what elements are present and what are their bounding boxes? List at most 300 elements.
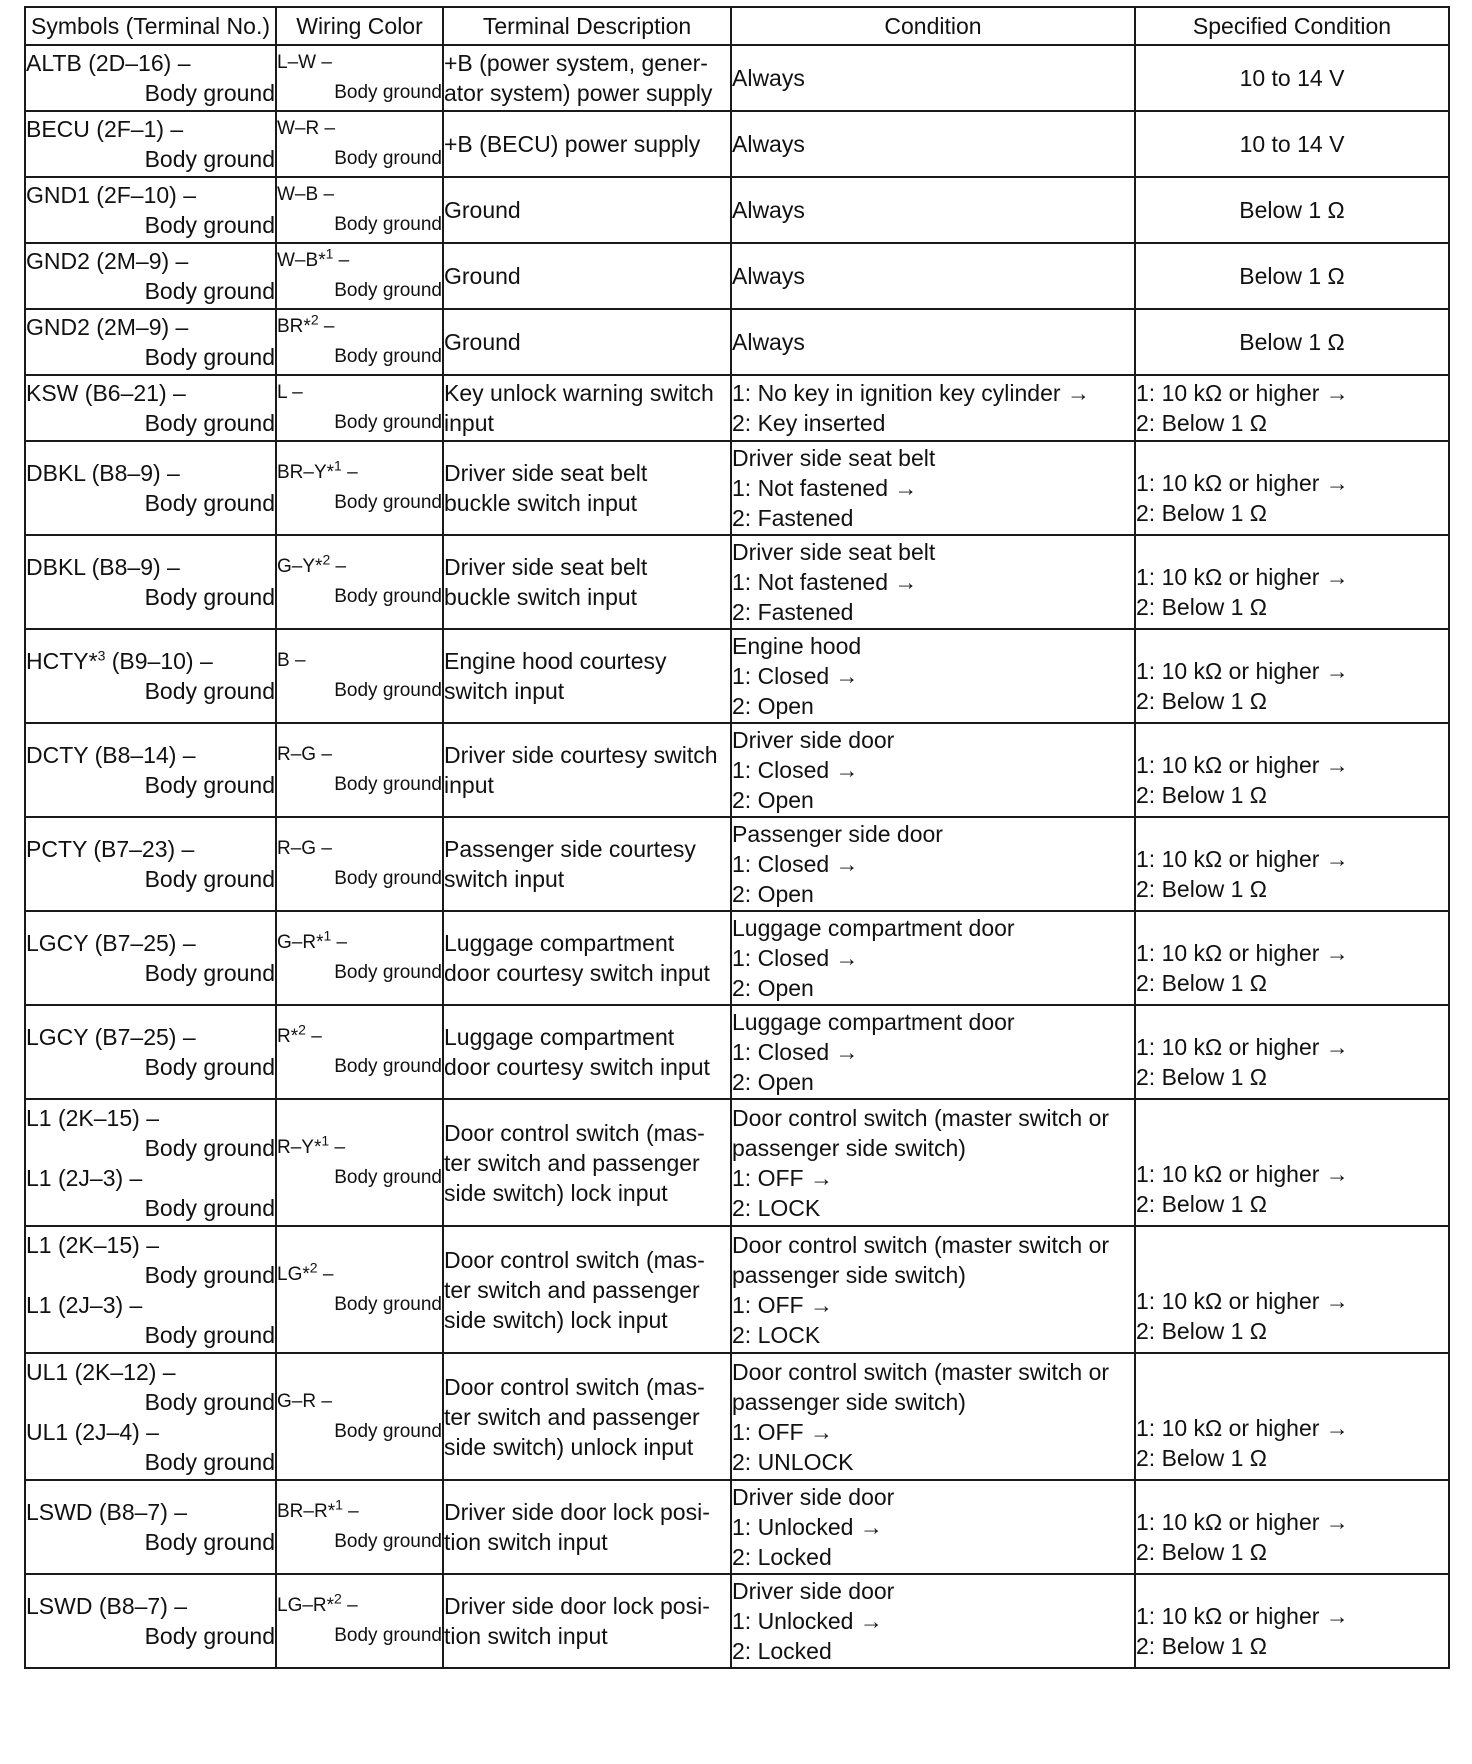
description-line: side switch) lock input xyxy=(444,1179,668,1206)
symbol-line: Body ground xyxy=(144,278,275,304)
wiring-line: R–G – xyxy=(277,744,332,765)
condition-line: 1: Not fastened → xyxy=(732,569,918,595)
wiring-line: Body ground xyxy=(334,586,442,607)
condition-line: 1: Closed → xyxy=(732,945,859,971)
table-row xyxy=(25,723,1449,817)
symbol-line: LSWD (B8–7) – xyxy=(26,1499,188,1525)
symbol-line: LGCY (B7–25) – xyxy=(26,1024,196,1050)
wiring-line: G–R*$^1$ – xyxy=(277,927,348,953)
spec-line: 1: 10 kΩ or higher → xyxy=(1136,940,1349,966)
symbol-line: Body ground xyxy=(144,584,275,610)
table-row xyxy=(25,243,1449,309)
cell-specified-condition xyxy=(1135,817,1449,911)
header-symbols: Symbols (Terminal No.) xyxy=(25,7,276,45)
cell-symbol xyxy=(25,111,276,177)
description-line: +B (BECU) power supply xyxy=(444,131,701,157)
cell-specified-condition xyxy=(1135,243,1449,309)
symbol-line: DCTY (B8–14) – xyxy=(26,742,196,768)
spec-line: 1: 10 kΩ or higher → xyxy=(1136,752,1349,778)
table-row xyxy=(25,375,1449,441)
symbol-line: Body ground xyxy=(144,772,275,798)
condition-line: Door control switch (master switch or xyxy=(732,1358,1110,1385)
symbol-line: Body ground xyxy=(144,1388,275,1415)
cell-condition xyxy=(731,45,1135,111)
cell-condition xyxy=(731,375,1135,441)
symbol-line: Body ground xyxy=(144,1134,275,1161)
description-line: Door control switch (mas- xyxy=(444,1373,705,1400)
description-line: +B (power system, gener- xyxy=(444,50,708,76)
condition-line: passenger side switch) xyxy=(732,1388,966,1415)
cell-symbol xyxy=(25,629,276,723)
cell-description xyxy=(443,1226,731,1353)
wiring-line: Body ground xyxy=(334,868,442,889)
cell-symbol xyxy=(25,243,276,309)
cell-condition xyxy=(731,723,1135,817)
cell-description xyxy=(443,111,731,177)
condition-line: 2: UNLOCK xyxy=(732,1448,854,1475)
wiring-line: R*$^2$ – xyxy=(277,1021,322,1047)
cell-symbol xyxy=(25,723,276,817)
condition-line: 1: No key in ignition key cylinder → xyxy=(732,380,1090,406)
wiring-line: BR–R*$^1$ – xyxy=(277,1496,359,1522)
condition-line: 1: Closed → xyxy=(732,663,859,689)
cell-symbol xyxy=(25,441,276,535)
table-row xyxy=(25,1480,1449,1574)
cell-condition xyxy=(731,911,1135,1005)
cell-symbol xyxy=(25,911,276,1005)
condition-line: 2: Locked xyxy=(732,1638,832,1664)
wiring-line: G–R – xyxy=(277,1390,332,1412)
spec-line: 2: Below 1 Ω xyxy=(1136,688,1267,714)
spec-line: 2: Below 1 Ω xyxy=(1136,876,1267,902)
symbol-line: BECU (2F–1) – xyxy=(26,116,184,142)
symbol-line: LSWD (B8–7) – xyxy=(26,1593,188,1619)
description-line: Ground xyxy=(444,197,521,223)
spec-line: 1: 10 kΩ or higher → xyxy=(1136,1288,1349,1314)
wiring-line: Body ground xyxy=(334,962,442,983)
cell-condition xyxy=(731,309,1135,375)
header-condition: Condition xyxy=(731,7,1135,45)
cell-symbol xyxy=(25,1099,276,1226)
wiring-line: BR–Y*$^1$ – xyxy=(277,457,358,483)
condition-line: 1: OFF → xyxy=(732,1164,833,1191)
cell-condition xyxy=(731,111,1135,177)
cell-specified-condition xyxy=(1135,1480,1449,1574)
description-line: switch input xyxy=(444,866,565,892)
cell-specified-condition xyxy=(1135,535,1449,629)
spec-line: 1: 10 kΩ or higher → xyxy=(1136,658,1349,684)
condition-line: 1: Closed → xyxy=(732,851,859,877)
spec-line: 1: 10 kΩ or higher → xyxy=(1136,1415,1349,1441)
wiring-line: BR*$^2$ – xyxy=(277,311,335,337)
cell-condition xyxy=(731,177,1135,243)
cell-symbol xyxy=(25,375,276,441)
symbol-line: Body ground xyxy=(144,1321,275,1348)
description-line: Door control switch (mas- xyxy=(444,1119,705,1146)
description-line: Luggage compartment xyxy=(444,930,675,956)
description-line: tion switch input xyxy=(444,1529,608,1555)
cell-symbol xyxy=(25,817,276,911)
header-row xyxy=(25,7,1449,45)
wiring-line: Body ground xyxy=(334,346,442,367)
cell-symbol xyxy=(25,1353,276,1480)
description-line: ter switch and passenger xyxy=(444,1149,700,1176)
condition-line: 2: Locked xyxy=(732,1544,832,1570)
cell-wiring-color xyxy=(276,111,443,177)
condition-line: 2: Fastened xyxy=(732,599,854,625)
symbol-line: Body ground xyxy=(144,344,275,370)
cell-specified-condition xyxy=(1135,723,1449,817)
spec-line: 2: Below 1 Ω xyxy=(1136,1318,1267,1344)
symbol-line: Body ground xyxy=(144,1194,275,1221)
condition-line: 1: Closed → xyxy=(732,1039,859,1065)
cell-symbol xyxy=(25,1005,276,1099)
cell-condition xyxy=(731,817,1135,911)
cell-specified-condition xyxy=(1135,1099,1449,1226)
condition-line: 1: Unlocked → xyxy=(732,1608,883,1634)
description-line: buckle switch input xyxy=(444,584,638,610)
spec-line: 1: 10 kΩ or higher → xyxy=(1136,380,1349,406)
cell-symbol xyxy=(25,45,276,111)
condition-line: Door control switch (master switch or xyxy=(732,1231,1110,1258)
cell-wiring-color xyxy=(276,375,443,441)
table-row xyxy=(25,45,1449,111)
condition-line: 1: Unlocked → xyxy=(732,1514,883,1540)
symbol-line: GND1 (2F–10) – xyxy=(26,182,197,208)
cell-description xyxy=(443,629,731,723)
condition-line: 2: Open xyxy=(732,975,814,1001)
cell-specified-condition xyxy=(1135,441,1449,535)
description-line: input xyxy=(444,410,494,436)
cell-specified-condition xyxy=(1135,111,1449,177)
cell-description xyxy=(443,723,731,817)
description-line: Driver side door lock posi- xyxy=(444,1593,710,1619)
symbol-line: PCTY (B7–23) – xyxy=(26,836,195,862)
cell-specified-condition xyxy=(1135,629,1449,723)
description-line: Ground xyxy=(444,329,521,355)
wiring-line: Body ground xyxy=(334,412,442,433)
description-line: door courtesy switch input xyxy=(444,1054,710,1080)
symbol-line: Body ground xyxy=(144,1054,275,1080)
cell-wiring-color xyxy=(276,1005,443,1099)
spec-line: 1: 10 kΩ or higher → xyxy=(1136,846,1349,872)
symbol-line: Body ground xyxy=(144,80,275,106)
description-line: side switch) unlock input xyxy=(444,1433,694,1460)
symbol-line: HCTY*$^3$ (B9–10) – xyxy=(26,647,213,674)
condition-line: Engine hood xyxy=(732,633,862,659)
spec-line: Below 1 Ω xyxy=(1239,329,1345,355)
table-row xyxy=(25,535,1449,629)
condition-line: Always xyxy=(732,65,805,91)
condition-line: 2: Open xyxy=(732,693,814,719)
cell-symbol xyxy=(25,1574,276,1668)
condition-line: Driver side door xyxy=(732,1578,895,1604)
cell-symbol xyxy=(25,1226,276,1353)
description-line: switch input xyxy=(444,678,565,704)
cell-description xyxy=(443,45,731,111)
spec-line: 10 to 14 V xyxy=(1239,65,1345,91)
cell-wiring-color xyxy=(276,177,443,243)
cell-condition xyxy=(731,535,1135,629)
condition-line: Always xyxy=(732,197,805,223)
spec-line: 1: 10 kΩ or higher → xyxy=(1136,1509,1349,1535)
description-line: door courtesy switch input xyxy=(444,960,710,986)
symbol-line: Body ground xyxy=(144,960,275,986)
condition-line: Driver side door xyxy=(732,1484,895,1510)
cell-specified-condition xyxy=(1135,911,1449,1005)
spec-line: 2: Below 1 Ω xyxy=(1136,594,1267,620)
cell-condition xyxy=(731,1353,1135,1480)
header-terminal-description: Terminal Description xyxy=(443,7,731,45)
symbol-line: L1 (2K–15) – xyxy=(26,1104,159,1131)
wiring-line: LG*$^2$ – xyxy=(277,1259,334,1285)
cell-condition xyxy=(731,441,1135,535)
spec-line: 2: Below 1 Ω xyxy=(1136,970,1267,996)
spec-line: 2: Below 1 Ω xyxy=(1136,1445,1267,1471)
spec-line: 2: Below 1 Ω xyxy=(1136,1064,1267,1090)
wiring-line: Body ground xyxy=(334,680,442,701)
cell-specified-condition xyxy=(1135,1005,1449,1099)
table-row xyxy=(25,911,1449,1005)
condition-line: Door control switch (master switch or xyxy=(732,1104,1110,1131)
symbol-line: Body ground xyxy=(144,678,275,704)
table-row xyxy=(25,441,1449,535)
cell-description xyxy=(443,1005,731,1099)
spec-line: 2: Below 1 Ω xyxy=(1136,500,1267,526)
cell-symbol xyxy=(25,535,276,629)
table-row xyxy=(25,309,1449,375)
wiring-line: R–G – xyxy=(277,838,332,859)
condition-line: 2: Open xyxy=(732,1069,814,1095)
description-line: tion switch input xyxy=(444,1623,608,1649)
spec-line: 1: 10 kΩ or higher → xyxy=(1136,470,1349,496)
cell-wiring-color xyxy=(276,535,443,629)
symbol-line: LGCY (B7–25) – xyxy=(26,930,196,956)
condition-line: Always xyxy=(732,329,805,355)
cell-description xyxy=(443,309,731,375)
symbol-line: L1 (2J–3) – xyxy=(26,1164,143,1191)
cell-condition xyxy=(731,1099,1135,1226)
cell-description xyxy=(443,441,731,535)
condition-line: 2: LOCK xyxy=(732,1321,821,1348)
wiring-line: Body ground xyxy=(334,492,442,513)
spec-line: 2: Below 1 Ω xyxy=(1136,1191,1267,1217)
symbol-line: Body ground xyxy=(144,1448,275,1475)
cell-specified-condition xyxy=(1135,45,1449,111)
wiring-line: L–W – xyxy=(277,52,332,73)
description-line: Driver side door lock posi- xyxy=(444,1499,710,1525)
symbol-line: KSW (B6–21) – xyxy=(26,380,186,406)
cell-condition xyxy=(731,1574,1135,1668)
symbol-line: UL1 (2J–4) – xyxy=(26,1418,159,1445)
cell-wiring-color xyxy=(276,1353,443,1480)
cell-wiring-color xyxy=(276,723,443,817)
spec-line: 2: Below 1 Ω xyxy=(1136,1539,1267,1565)
wiring-line: Body ground xyxy=(334,1056,442,1077)
condition-line: 2: Fastened xyxy=(732,505,854,531)
spec-line: 1: 10 kΩ or higher → xyxy=(1136,564,1349,590)
wiring-line: R–Y*$^1$ – xyxy=(277,1132,346,1158)
description-line: side switch) lock input xyxy=(444,1306,668,1333)
cell-description xyxy=(443,177,731,243)
wiring-line: W–B*$^1$ – xyxy=(277,245,350,271)
cell-description xyxy=(443,911,731,1005)
cell-description xyxy=(443,1574,731,1668)
cell-description xyxy=(443,243,731,309)
wiring-line: Body ground xyxy=(334,774,442,795)
wiring-line: LG–R*$^2$ – xyxy=(277,1590,358,1616)
symbol-line: Body ground xyxy=(144,1623,275,1649)
cell-condition xyxy=(731,1480,1135,1574)
condition-line: Always xyxy=(732,131,805,157)
wiring-line: Body ground xyxy=(334,82,442,103)
cell-description xyxy=(443,1099,731,1226)
condition-line: 1: OFF → xyxy=(732,1291,833,1318)
table-row xyxy=(25,111,1449,177)
symbol-line: Body ground xyxy=(144,1261,275,1288)
table-row xyxy=(25,1226,1449,1353)
cell-description xyxy=(443,1480,731,1574)
condition-line: passenger side switch) xyxy=(732,1134,966,1161)
spec-line: 10 to 14 V xyxy=(1239,131,1345,157)
condition-line: Driver side seat belt xyxy=(732,539,936,565)
cell-wiring-color xyxy=(276,1226,443,1353)
spec-line: 2: Below 1 Ω xyxy=(1136,782,1267,808)
table-row xyxy=(25,1099,1449,1226)
cell-wiring-color xyxy=(276,817,443,911)
condition-line: Always xyxy=(732,263,805,289)
symbol-line: Body ground xyxy=(144,1529,275,1555)
cell-specified-condition xyxy=(1135,375,1449,441)
description-line: Passenger side courtesy xyxy=(444,836,696,862)
cell-wiring-color xyxy=(276,441,443,535)
description-line: Driver side seat belt xyxy=(444,460,648,486)
condition-line: Driver side door xyxy=(732,727,895,753)
table-row xyxy=(25,177,1449,243)
cell-symbol xyxy=(25,1480,276,1574)
cell-wiring-color xyxy=(276,629,443,723)
description-line: Door control switch (mas- xyxy=(444,1246,705,1273)
condition-line: 1: Closed → xyxy=(732,757,859,783)
cell-specified-condition xyxy=(1135,309,1449,375)
wiring-line: G–Y*$^2$ – xyxy=(277,551,347,577)
header-wiring-color: Wiring Color xyxy=(276,7,443,45)
description-line: ator system) power supply xyxy=(444,80,713,106)
wiring-line: Body ground xyxy=(334,1293,442,1315)
condition-line: 2: LOCK xyxy=(732,1194,821,1221)
cell-description xyxy=(443,535,731,629)
wiring-line: Body ground xyxy=(334,1166,442,1188)
spec-line: Below 1 Ω xyxy=(1239,197,1345,223)
symbol-line: Body ground xyxy=(144,410,275,436)
header-specified-condition: Specified Condition xyxy=(1135,7,1449,45)
cell-wiring-color xyxy=(276,1480,443,1574)
condition-line: 2: Open xyxy=(732,881,814,907)
spec-line: 1: 10 kΩ or higher → xyxy=(1136,1603,1349,1629)
wiring-line: Body ground xyxy=(334,280,442,301)
wiring-line: Body ground xyxy=(334,1420,442,1442)
cell-specified-condition xyxy=(1135,177,1449,243)
symbol-line: GND2 (2M–9) – xyxy=(26,314,189,340)
symbol-line: ALTB (2D–16) – xyxy=(26,50,191,76)
spec-line: 1: 10 kΩ or higher → xyxy=(1136,1034,1349,1060)
cell-wiring-color xyxy=(276,911,443,1005)
symbol-line: DBKL (B8–9) – xyxy=(26,554,180,580)
description-line: buckle switch input xyxy=(444,490,638,516)
symbol-line: UL1 (2K–12) – xyxy=(26,1358,176,1385)
wiring-line: Body ground xyxy=(334,1625,442,1646)
table-row xyxy=(25,1005,1449,1099)
condition-line: Driver side seat belt xyxy=(732,445,936,471)
condition-line: Luggage compartment door xyxy=(732,1009,1015,1035)
cell-condition xyxy=(731,243,1135,309)
cell-wiring-color xyxy=(276,45,443,111)
description-line: Driver side seat belt xyxy=(444,554,648,580)
table-row xyxy=(25,629,1449,723)
symbol-line: DBKL (B8–9) – xyxy=(26,460,180,486)
cell-symbol xyxy=(25,177,276,243)
table-body xyxy=(25,45,1449,1668)
condition-line: 2: Open xyxy=(732,787,814,813)
table-row xyxy=(25,817,1449,911)
description-line: Engine hood courtesy xyxy=(444,648,667,674)
symbol-line: Body ground xyxy=(144,212,275,238)
symbol-line: L1 (2J–3) – xyxy=(26,1291,143,1318)
cell-wiring-color xyxy=(276,1574,443,1668)
spec-line: 2: Below 1 Ω xyxy=(1136,1633,1267,1659)
terminal-table xyxy=(24,6,1450,1669)
spec-line: Below 1 Ω xyxy=(1239,263,1345,289)
description-line: ter switch and passenger xyxy=(444,1403,700,1430)
wiring-line: Body ground xyxy=(334,148,442,169)
description-line: Key unlock warning switch xyxy=(444,380,714,406)
table-row xyxy=(25,1574,1449,1668)
condition-line: 1: Not fastened → xyxy=(732,475,918,501)
condition-line: passenger side switch) xyxy=(732,1261,966,1288)
symbol-line: L1 (2K–15) – xyxy=(26,1231,159,1258)
cell-wiring-color xyxy=(276,309,443,375)
description-line: Luggage compartment xyxy=(444,1024,675,1050)
symbol-line: GND2 (2M–9) – xyxy=(26,248,189,274)
description-line: Ground xyxy=(444,263,521,289)
cell-wiring-color xyxy=(276,243,443,309)
condition-line: Passenger side door xyxy=(732,821,943,847)
table-row xyxy=(25,1353,1449,1480)
wiring-line: B – xyxy=(277,650,306,671)
cell-specified-condition xyxy=(1135,1353,1449,1480)
cell-specified-condition xyxy=(1135,1226,1449,1353)
cell-description xyxy=(443,1353,731,1480)
description-line: input xyxy=(444,772,494,798)
condition-line: Luggage compartment door xyxy=(732,915,1015,941)
cell-condition xyxy=(731,1226,1135,1353)
symbol-line: Body ground xyxy=(144,866,275,892)
cell-description xyxy=(443,375,731,441)
description-line: Driver side courtesy switch xyxy=(444,742,718,768)
description-line: ter switch and passenger xyxy=(444,1276,700,1303)
cell-specified-condition xyxy=(1135,1574,1449,1668)
wiring-line: Body ground xyxy=(334,1531,442,1552)
wiring-line: L – xyxy=(277,382,303,403)
wiring-line: W–B – xyxy=(277,184,335,205)
condition-line: 2: Key inserted xyxy=(732,410,886,436)
wiring-line: W–R – xyxy=(277,118,336,139)
spec-line: 2: Below 1 Ω xyxy=(1136,410,1267,436)
condition-line: 1: OFF → xyxy=(732,1418,833,1445)
spec-line: 1: 10 kΩ or higher → xyxy=(1136,1161,1349,1187)
cell-description xyxy=(443,817,731,911)
cell-wiring-color xyxy=(276,1099,443,1226)
